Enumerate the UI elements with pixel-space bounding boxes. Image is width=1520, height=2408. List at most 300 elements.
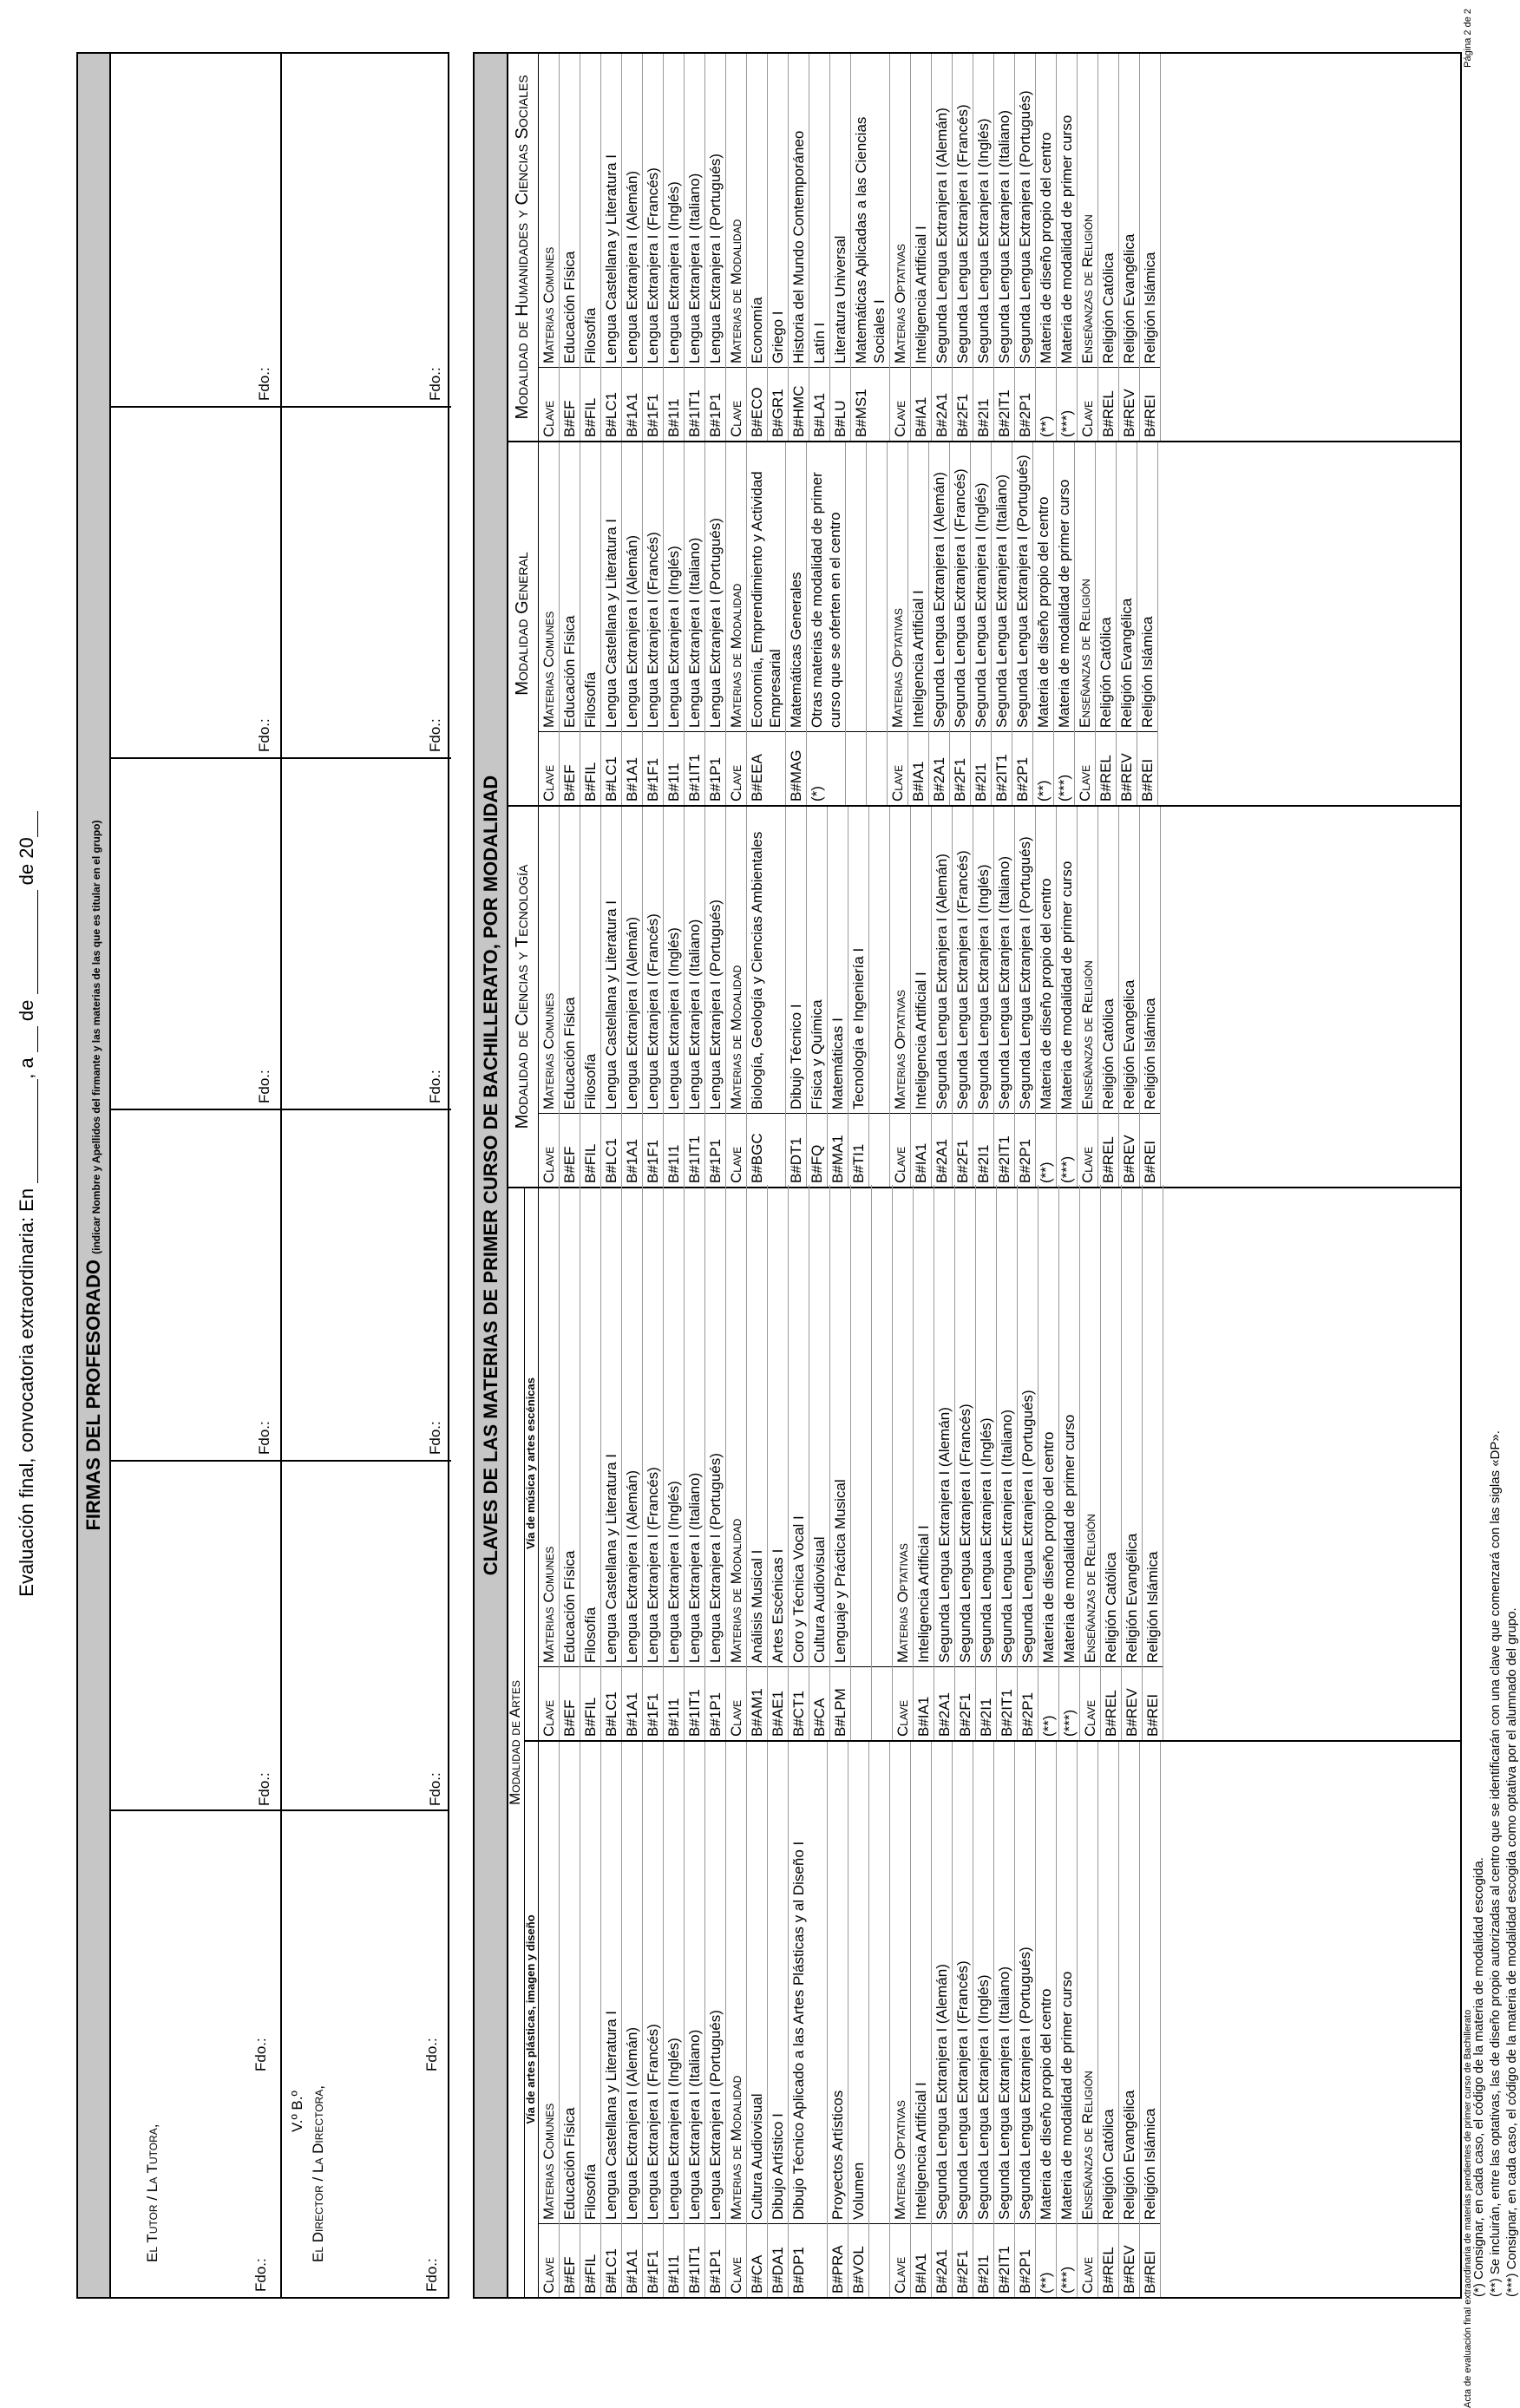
- table-row: [809, 54, 830, 441]
- materia-cell: Materias de Modalidad: [726, 54, 747, 368]
- clave-cell: B#REL: [1101, 1667, 1122, 1741]
- clave-cell: B#IA1: [908, 732, 929, 806]
- table-row: [1140, 807, 1161, 1187]
- materia-cell: Materia de modalidad de primer curso: [1057, 1742, 1078, 2224]
- signatures-title: [78, 54, 111, 2297]
- sig-cell[interactable]: [109, 1109, 280, 1460]
- table-row: [560, 1185, 580, 1740]
- clave-cell: B#2P1: [1012, 732, 1033, 806]
- table-row: [1059, 1185, 1080, 1740]
- table-row: [747, 442, 786, 805]
- sig-cell[interactable]: [280, 1460, 451, 1811]
- table-row: [664, 54, 685, 441]
- section-header-row: [1078, 807, 1098, 1187]
- section-header-row: [726, 442, 747, 805]
- materia-cell: Segunda Lengua Extranjera I (Inglés): [971, 442, 992, 732]
- table-row: [911, 1742, 932, 2297]
- table-row: [560, 1742, 580, 2297]
- materia-cell: Segunda Lengua Extranjera I (Alemán): [929, 442, 950, 732]
- materia-cell: Materias Optativas: [890, 807, 911, 1114]
- clave-cell: B#IA1: [911, 1114, 932, 1188]
- clave-cell: (*): [807, 732, 846, 806]
- table-row: [643, 442, 664, 805]
- materia-cell: Materia de modalidad de primer curso: [1059, 1185, 1080, 1667]
- claves-title: CLAVES DE LAS MATERIAS DE PRIMER CURSO DE BACHILLERATO, POR MODALIDAD: [475, 54, 508, 2297]
- table-row: [768, 54, 789, 441]
- materia-cell: Segunda Lengua Extranjera I (Italiano): [994, 807, 1015, 1114]
- materia-cell: Segunda Lengua Extranjera I (Alemán): [932, 54, 953, 368]
- table-row: [643, 807, 664, 1187]
- materia-cell: Religión Islámica: [1140, 54, 1161, 368]
- materia-cell: Materia de diseño propio del centro: [1038, 1185, 1059, 1667]
- section-header-row: [726, 1185, 747, 1740]
- table-row: [560, 807, 580, 1187]
- clave-cell: B#1IT1: [685, 2224, 705, 2298]
- materia-cell: Filosofía: [580, 1185, 601, 1667]
- clave-cell: B#FIL: [580, 1114, 601, 1188]
- table-row: [643, 1742, 664, 2297]
- clave-cell: B#ECO: [747, 368, 768, 442]
- tutor-label: El Tutor / La Tutora,: [144, 2123, 161, 2262]
- materia-cell: Filosofía: [580, 807, 601, 1114]
- materia-cell: Segunda Lengua Extranjera I (Portugués): [1015, 807, 1036, 1114]
- table-row: [580, 54, 601, 441]
- clave-cell: B#GR1: [768, 368, 789, 442]
- table-row: [622, 1742, 643, 2297]
- director-fdo: Fdo.:: [423, 2258, 440, 2292]
- header-line: [16, 0, 38, 2408]
- materia-cell: Tecnología e Ingeniería I: [848, 807, 869, 1114]
- clave-cell: B#2IT1: [994, 1114, 1015, 1188]
- materia-cell: Lengua Extranjera I (Inglés): [664, 1185, 685, 1667]
- table-row: [973, 1742, 994, 2297]
- section-header-row: [1078, 54, 1098, 441]
- table-row: [580, 1185, 601, 1740]
- materia-cell: Inteligencia Artificial I: [911, 807, 932, 1114]
- clave-cell: B#VOL: [848, 2224, 869, 2298]
- clave-cell: B#2P1: [1015, 368, 1036, 442]
- fdo-label: Fdo.:: [427, 1070, 443, 1103]
- tutor-fdo: Fdo.:: [252, 2258, 269, 2292]
- clave-cell: B#LC1: [601, 2224, 622, 2298]
- sig-cell[interactable]: [109, 757, 280, 1109]
- clave-cell: (**): [1033, 732, 1054, 806]
- materia-cell: Griego I: [768, 54, 789, 368]
- clave-cell: B#2F1: [953, 368, 973, 442]
- clave-cell: B#EF: [560, 2224, 580, 2298]
- mod-general-heading: Modalidad General: [507, 442, 539, 805]
- place-blank[interactable]: [20, 1079, 38, 1183]
- table-row: [685, 54, 705, 441]
- table-row: [705, 442, 726, 805]
- table-row: [807, 442, 846, 805]
- table-musica: [538, 1185, 1163, 1740]
- materia-cell: Lengua Extranjera I (Portugués): [705, 1742, 726, 2224]
- clave-cell: (**): [1038, 1667, 1059, 1741]
- section-header-row: [1080, 1185, 1101, 1740]
- header-a: , a: [16, 1057, 37, 1079]
- clave-cell: B#MS1: [851, 368, 890, 442]
- clave-cell: B#2A1: [929, 732, 950, 806]
- materia-cell: Religión Evangélica: [1119, 54, 1140, 368]
- table-row: [580, 807, 601, 1187]
- table-row: [1015, 1742, 1036, 2297]
- materia-cell: Matemáticas Generales: [786, 442, 807, 732]
- materia-cell: Materias Comunes: [539, 442, 560, 732]
- materia-cell: Lengua Extranjera I (Alemán): [622, 1742, 643, 2224]
- clave-cell: Clave: [726, 1667, 747, 1741]
- materia-cell: Materia de modalidad de primer curso: [1054, 442, 1075, 732]
- table-row: [911, 54, 932, 441]
- materia-cell: Lengua Castellana y Literatura I: [601, 442, 622, 732]
- table-row: [914, 1185, 934, 1740]
- clave-cell: B#2F1: [953, 1114, 973, 1188]
- sig-cell[interactable]: [109, 1460, 280, 1811]
- clave-cell: Clave: [1078, 1114, 1098, 1188]
- clave-cell: B#1A1: [622, 2224, 643, 2298]
- materia-cell: Materias de Modalidad: [726, 807, 747, 1114]
- table-row: [1057, 807, 1078, 1187]
- clave-cell: (**): [1036, 2224, 1057, 2298]
- clave-cell: B#2I1: [976, 1667, 997, 1741]
- materia-cell: Lengua Extranjera I (Inglés): [664, 54, 685, 368]
- materia-cell: Segunda Lengua Extranjera I (Italiano): [994, 1742, 1015, 2224]
- fdo-label: Fdo.:: [427, 367, 443, 401]
- mod-humanidades-heading: Modalidad de Humanidades y Ciencias Sociales: [507, 54, 539, 441]
- sig-cell[interactable]: [280, 757, 451, 1109]
- materia-cell: Segunda Lengua Extranjera I (Francés): [950, 442, 971, 732]
- materia-cell: Historia del Mundo Contemporáneo: [789, 54, 809, 368]
- clave-cell: B#FIL: [580, 368, 601, 442]
- clave-cell: B#LC1: [601, 1114, 622, 1188]
- materia-cell: Materias de Modalidad: [726, 1742, 747, 2224]
- materia-cell: Lengua Extranjera I (Portugués): [705, 807, 726, 1114]
- clave-cell: B#1IT1: [685, 1667, 705, 1741]
- table-row: [953, 54, 973, 441]
- materia-cell: Segunda Lengua Extranjera I (Francés): [953, 1742, 973, 2224]
- table-row: [685, 442, 705, 805]
- table-row: [705, 1742, 726, 2297]
- table-row: [1036, 54, 1057, 441]
- clave-cell: B#FQ: [807, 1114, 828, 1188]
- materia-cell: Segunda Lengua Extranjera I (Alemán): [934, 1185, 955, 1667]
- footnote-2: (**) Se incluirán, entre las optativas, las de diseño propio autorizadas al centro que se identificarán con una clave que comenzará con las siglas «DP».: [1488, 1430, 1503, 2297]
- materia-cell: Cultura Audiovisual: [809, 1185, 830, 1667]
- materia-cell: Educación Física: [560, 807, 580, 1114]
- materia-cell: Economía, Emprendimiento y Actividad Empresarial: [747, 442, 786, 732]
- materia-cell: Religión Católica: [1101, 1185, 1122, 1667]
- col-ciencias: [507, 805, 1460, 1187]
- table-row: [768, 1742, 789, 2297]
- table-row: [1143, 1185, 1163, 1740]
- clave-cell: B#1I1: [664, 1114, 685, 1188]
- materia-cell: Materia de diseño propio del centro: [1036, 54, 1057, 368]
- clave-cell: B#REL: [1096, 732, 1117, 806]
- clave-cell: B#LU: [830, 368, 851, 442]
- table-row: [747, 1742, 768, 2297]
- materia-cell: Lengua Extranjera I (Inglés): [664, 1742, 685, 2224]
- sig-cell[interactable]: [280, 50, 451, 406]
- table-row: [953, 807, 973, 1187]
- materia-cell: [872, 1185, 893, 1667]
- materia-cell: Religión Evangélica: [1119, 807, 1140, 1114]
- clave-cell: Clave: [890, 368, 911, 442]
- materia-cell: Lengua Extranjera I (Francés): [643, 807, 664, 1114]
- table-row: [1137, 442, 1158, 805]
- table-row: [747, 1185, 768, 1740]
- tutor-director-block: [109, 1809, 448, 2297]
- clave-cell: B#EF: [560, 732, 580, 806]
- sig-cell[interactable]: [109, 50, 280, 406]
- materia-cell: Segunda Lengua Extranjera I (Inglés): [976, 1185, 997, 1667]
- table-row: [830, 54, 851, 441]
- clave-cell: Clave: [893, 1667, 914, 1741]
- table-row: [786, 807, 807, 1187]
- table-row: [809, 1185, 830, 1740]
- clave-cell: B#2A1: [932, 1114, 953, 1188]
- clave-cell: B#DA1: [768, 2224, 789, 2298]
- materia-cell: Segunda Lengua Extranjera I (Inglés): [973, 54, 994, 368]
- clave-cell: (***): [1054, 732, 1075, 806]
- table-row: [955, 1185, 976, 1740]
- table-row: [664, 807, 685, 1187]
- clave-cell: B#2F1: [950, 732, 971, 806]
- clave-cell: Clave: [726, 368, 747, 442]
- sig-cell[interactable]: [280, 406, 451, 757]
- fdo-label: Fdo.:: [427, 718, 443, 752]
- clave-cell: B#REV: [1122, 1667, 1143, 1741]
- clave-cell: B#CA: [747, 2224, 768, 2298]
- materia-cell: Análisis Musical I: [747, 1185, 768, 1667]
- clave-cell: B#2IT1: [994, 2224, 1015, 2298]
- table-row: [1036, 1742, 1057, 2297]
- section-header-row: [539, 807, 560, 1187]
- table-row: [1015, 807, 1036, 1187]
- materia-cell: Enseñanzas de Religión: [1078, 807, 1098, 1114]
- materia-cell: Materias Comunes: [539, 1742, 560, 2224]
- table-row: [705, 807, 726, 1187]
- table-row: [747, 807, 786, 1187]
- tutor-fdo-2: Fdo.:: [252, 2038, 269, 2071]
- materia-cell: Enseñanzas de Religión: [1075, 442, 1096, 732]
- materia-cell: Segunda Lengua Extranjera I (Francés): [955, 1185, 976, 1667]
- clave-cell: B#2F1: [955, 1667, 976, 1741]
- materia-cell: Lengua Extranjera I (Francés): [643, 1185, 664, 1667]
- materia-cell: Religión Islámica: [1143, 1185, 1163, 1667]
- table-row: [1096, 442, 1117, 805]
- clave-cell: (**): [1036, 1114, 1057, 1188]
- table-row: [1119, 807, 1140, 1187]
- materia-cell: Materia de modalidad de primer curso: [1057, 54, 1078, 368]
- section-header-row: [890, 54, 911, 441]
- clave-cell: Clave: [726, 1114, 747, 1188]
- header-prefix: Evaluación final, convocatoria extraordinaria: En: [16, 1188, 37, 1597]
- materia-cell: Educación Física: [560, 1742, 580, 2224]
- clave-cell: B#1IT1: [685, 732, 705, 806]
- materia-cell: Matemáticas I: [828, 807, 848, 1114]
- materia-cell: Segunda Lengua Extranjera I (Inglés): [973, 1742, 994, 2224]
- materia-cell: Artes Escénicas I: [768, 1185, 789, 1667]
- materia-cell: Segunda Lengua Extranjera I (Inglés): [973, 807, 994, 1114]
- materia-cell: Materias de Modalidad: [726, 1185, 747, 1667]
- table-row: [973, 54, 994, 441]
- via-musica: Vía de música y artes escénicas: [524, 1187, 538, 1742]
- table-row: [1122, 1185, 1143, 1740]
- clave-cell: B#1F1: [643, 732, 664, 806]
- materia-cell: Materias Comunes: [539, 54, 560, 368]
- table-row: [1054, 442, 1075, 805]
- clave-cell: Clave: [1080, 1667, 1101, 1741]
- clave-cell: B#2A1: [932, 2224, 953, 2298]
- materia-cell: Lengua Extranjera I (Inglés): [664, 807, 685, 1114]
- section-header-row: [893, 1185, 914, 1740]
- materia-cell: Enseñanzas de Religión: [1078, 1742, 1098, 2224]
- materia-cell: Proyectos Artísticos: [828, 1742, 848, 2224]
- section-header-row: [539, 1742, 560, 2297]
- clave-cell: B#DT1: [786, 1114, 807, 1188]
- materia-cell: Educación Física: [560, 1185, 580, 1667]
- materia-cell: Lengua Castellana y Literatura I: [601, 807, 622, 1114]
- clave-cell: B#1A1: [622, 1114, 643, 1188]
- clave-cell: B#IA1: [911, 368, 932, 442]
- materia-cell: Religión Islámica: [1137, 442, 1158, 732]
- clave-cell: B#1IT1: [685, 368, 705, 442]
- clave-cell: B#CT1: [789, 1667, 809, 1741]
- materia-cell: Segunda Lengua Extranjera I (Italiano): [994, 54, 1015, 368]
- materia-cell: Lengua Extranjera I (Italiano): [685, 54, 705, 368]
- clave-cell: B#1F1: [643, 1114, 664, 1188]
- materia-cell: Religión Católica: [1098, 1742, 1119, 2224]
- table-row: [872, 1185, 893, 1740]
- section-header-row: [890, 1742, 911, 2297]
- clave-cell: B#1I1: [664, 732, 685, 806]
- clave-cell: B#EF: [560, 368, 580, 442]
- materia-cell: Inteligencia Artificial I: [911, 1742, 932, 2224]
- clave-cell: (***): [1057, 1114, 1078, 1188]
- clave-cell: [869, 2224, 890, 2298]
- materia-cell: Dibujo Artístico I: [768, 1742, 789, 2224]
- materia-cell: Lengua Extranjera I (Italiano): [685, 442, 705, 732]
- header-de-year: de 20: [16, 837, 37, 886]
- via-plasticas: Vía de artes plásticas, imagen y diseño: [524, 1914, 537, 2124]
- table-row: [929, 442, 950, 805]
- materia-cell: Cultura Audiovisual: [747, 1742, 768, 2224]
- vb-label: V.º B.º: [289, 2091, 305, 2132]
- sig-cell[interactable]: [109, 406, 280, 757]
- materia-cell: Segunda Lengua Extranjera I (Italiano): [992, 442, 1012, 732]
- month-blank[interactable]: [20, 890, 38, 994]
- clave-cell: B#MA1: [828, 1114, 848, 1188]
- table-row: [1033, 442, 1054, 805]
- table-row: [971, 442, 992, 805]
- clave-cell: B#REV: [1119, 1114, 1140, 1188]
- table-row: [1101, 1185, 1122, 1740]
- materia-cell: Lengua Extranjera I (Inglés): [664, 442, 685, 732]
- day-blank[interactable]: [20, 1026, 38, 1052]
- year-blank[interactable]: [20, 811, 38, 837]
- table-row: [560, 442, 580, 805]
- materia-cell: Lengua Extranjera I (Alemán): [622, 442, 643, 732]
- clave-cell: B#2IT1: [997, 1667, 1018, 1741]
- table-row: [851, 54, 890, 441]
- clave-cell: B#IA1: [914, 1667, 934, 1741]
- signatures-subtitle: (indicar Nombre y Apellidos del firmante y las materias de las que es titular en el grupo): [90, 820, 102, 1254]
- mod-artes-heading: Modalidad de Artes: [507, 1188, 525, 2297]
- table-general: [538, 442, 1158, 805]
- materia-cell: Lengua Extranjera I (Alemán): [622, 54, 643, 368]
- col-general: [507, 441, 1460, 805]
- section-header-row: [726, 807, 747, 1187]
- table-row: [705, 54, 726, 441]
- clave-cell: B#AE1: [768, 1667, 789, 1741]
- signatures-title-text: FIRMAS DEL PROFESORADO: [82, 1260, 104, 1531]
- clave-cell: Clave: [539, 1114, 560, 1188]
- clave-cell: B#REI: [1140, 368, 1161, 442]
- clave-cell: Clave: [726, 732, 747, 806]
- clave-cell: B#1A1: [622, 732, 643, 806]
- materia-cell: Filosofía: [580, 1742, 601, 2224]
- materia-cell: Otras materias de modalidad de primer curso que se oferten en el centro: [807, 442, 846, 732]
- materia-cell: Biología, Geología y Ciencias Ambientales: [747, 807, 786, 1114]
- table-row: [950, 442, 971, 805]
- fdo-label: Fdo.:: [256, 1421, 272, 1455]
- clave-cell: B#REL: [1098, 368, 1119, 442]
- clave-cell: B#LC1: [601, 1667, 622, 1741]
- table-row: [622, 442, 643, 805]
- materia-cell: Coro y Técnica Vocal I: [789, 1185, 809, 1667]
- table-row: [908, 442, 929, 805]
- materia-cell: Lengua Extranjera I (Italiano): [685, 1742, 705, 2224]
- sig-cell[interactable]: [280, 1109, 451, 1460]
- clave-cell: B#1P1: [705, 732, 726, 806]
- materia-cell: Materia de diseño propio del centro: [1036, 807, 1057, 1114]
- materia-cell: Segunda Lengua Extranjera I (Portugués): [1012, 442, 1033, 732]
- materia-cell: Lenguaje y Práctica Musical: [830, 1185, 851, 1667]
- table-row: [994, 54, 1015, 441]
- table-row: [601, 1742, 622, 2297]
- table-row: [643, 54, 664, 441]
- materia-cell: Inteligencia Artificial I: [908, 442, 929, 732]
- clave-cell: Clave: [1075, 732, 1096, 806]
- clave-cell: B#IA1: [911, 2224, 932, 2298]
- fdo-label: Fdo.:: [256, 1772, 272, 1806]
- materia-cell: Materias Optativas: [893, 1185, 914, 1667]
- materia-cell: Economía: [747, 54, 768, 368]
- section-header-row: [726, 54, 747, 441]
- table-row: [1098, 1742, 1119, 2297]
- table-row: [994, 807, 1015, 1187]
- fdo-label: Fdo.:: [256, 1070, 272, 1103]
- clave-cell: B#2IT1: [994, 368, 1015, 442]
- section-header-row: [726, 1742, 747, 2297]
- materia-cell: Religión Católica: [1098, 54, 1119, 368]
- table-row: [932, 1742, 953, 2297]
- table-row: [1057, 54, 1078, 441]
- clave-cell: B#1I1: [664, 1667, 685, 1741]
- materia-cell: [869, 807, 890, 1114]
- fdo-label: Fdo.:: [427, 1421, 443, 1455]
- clave-cell: B#TI1: [848, 1114, 869, 1188]
- table-row: [1057, 1742, 1078, 2297]
- table-row: [685, 1742, 705, 2297]
- clave-cell: B#HMC: [789, 368, 809, 442]
- table-row: [992, 442, 1012, 805]
- section-header-row: [1078, 1742, 1098, 2297]
- table-row: [664, 1742, 685, 2297]
- materia-cell: Segunda Lengua Extranjera I (Francés): [953, 54, 973, 368]
- materia-cell: Religión Islámica: [1140, 1742, 1161, 2224]
- clave-cell: (***): [1059, 1667, 1080, 1741]
